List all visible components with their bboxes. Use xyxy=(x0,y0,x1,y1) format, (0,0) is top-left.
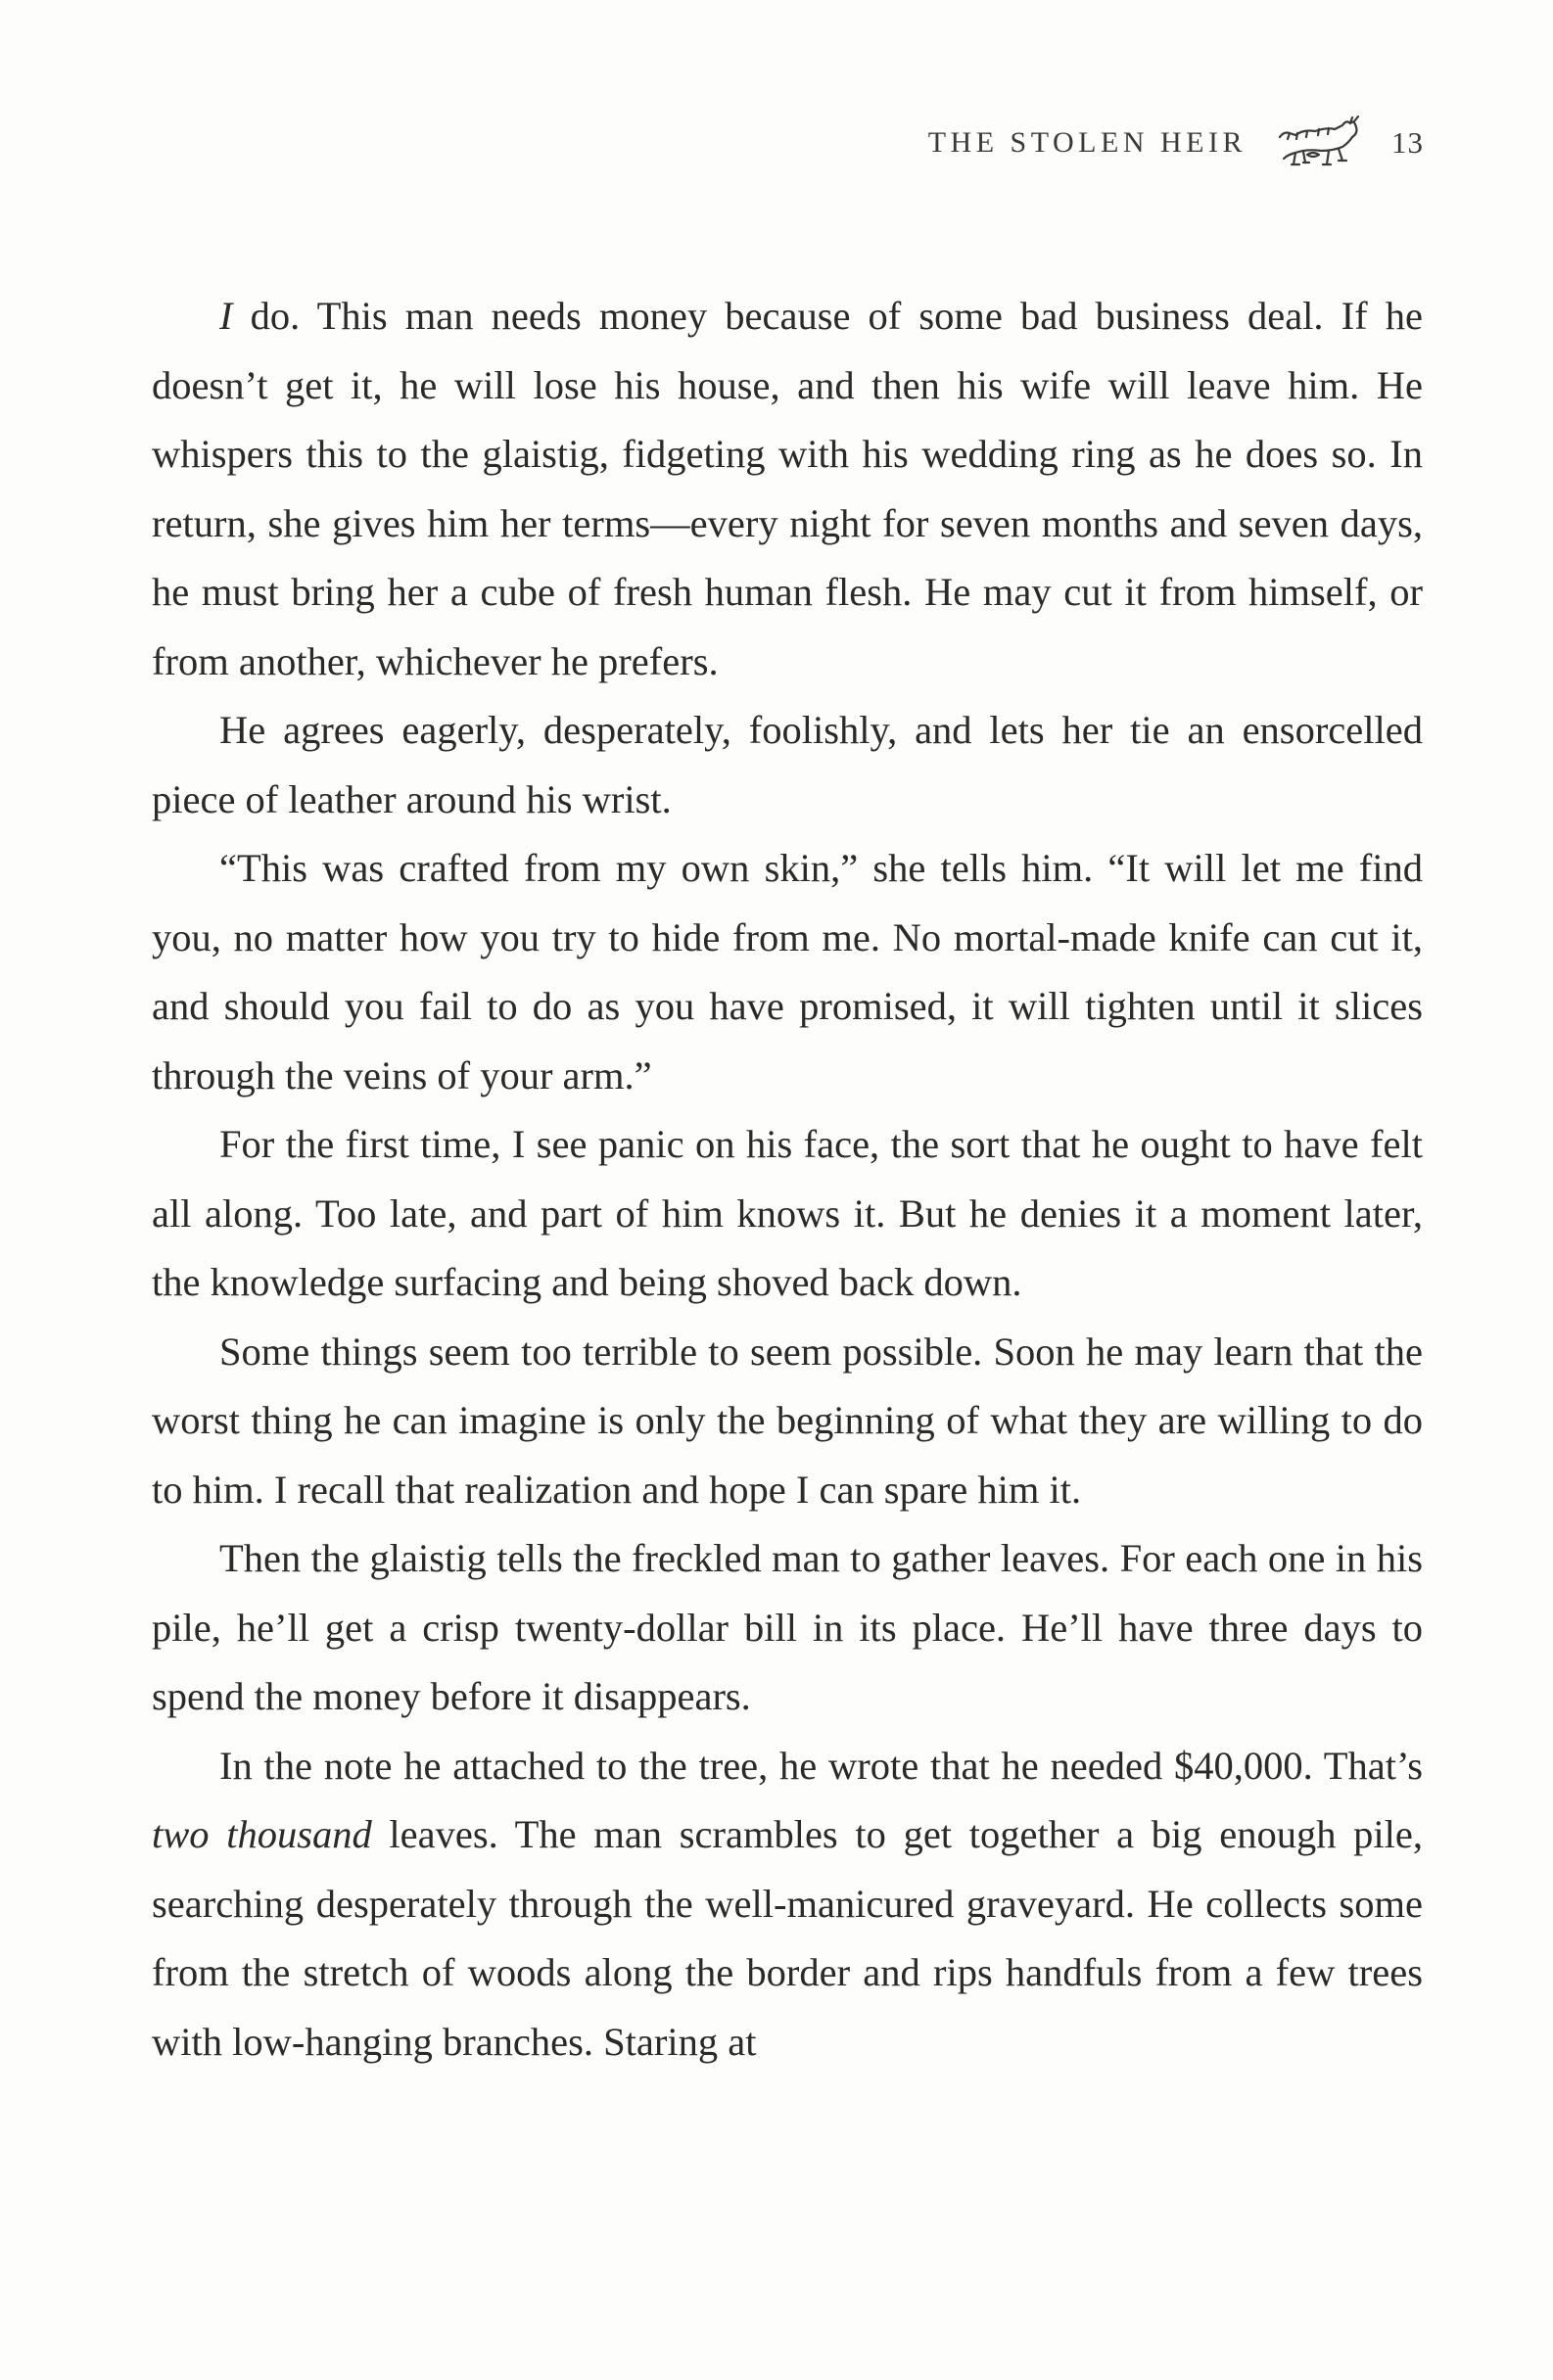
paragraph-text: do. This man needs money because of some bad business deal. If he doesn’t get it, he will lose his house, and then his wife will leave him. He whispers this to the glaistig, fidgeting with his wedding ring as he does so. In return, she gives him her terms—every night for seven months and seven days, he must bring her a cube of fresh human flesh. He may cut it from himself, or from another, whichever he prefers. xyxy=(152,294,1423,683)
paragraph: “This was crafted from my own skin,” she tells him. “It will let me find you, no matter how you try to hide from me. No mortal-made knife can cut it, and should you fail to do as you have promised, it will tighten until it slices through the veins of your arm.” xyxy=(152,846,1423,1097)
paragraph: For the first time, I see panic on his face, the sort that he ought to have felt all along. Too late, and part of him knows it. But he denies it a moment later, the knowledge surfacing and being shoved back down. xyxy=(152,1122,1423,1304)
body-text xyxy=(152,282,1423,2077)
italic-phrase: two thousand xyxy=(152,1812,372,1856)
dog-illustration-icon xyxy=(1274,116,1364,170)
running-header xyxy=(928,116,1424,170)
paragraph: He agrees eagerly, desperately, foolishly, and lets her tie an ensorcelled piece of leather around his wrist. xyxy=(152,708,1423,821)
italic-lead: I xyxy=(219,294,233,338)
page-number: 13 xyxy=(1391,125,1424,160)
paragraph xyxy=(152,282,1423,696)
paragraph-text: In the note he attached to the tree, he wrote that he needed $40,000. That’s xyxy=(219,1743,1423,1788)
paragraph: Then the glaistig tells the freckled man to gather leaves. For each one in his pile, he’ll get a crisp twenty-dollar bill in its place. He’ll have three days to spend the money before it disappears. xyxy=(152,1536,1423,1718)
running-title: THE STOLEN HEIR xyxy=(927,126,1247,159)
paragraph-text: leaves. The man scrambles to get together a big enough pile, searching desperately through the well-manicured graveyard. He collects some from the stretch of woods along the border and rips handfuls from a few trees with low-hanging branches. Staring at xyxy=(152,1812,1423,2064)
paragraph xyxy=(152,1732,1423,2077)
paragraph: Some things seem too terrible to seem possible. Soon he may learn that the worst thing he can imagine is only the beginning of what they are willing to do to him. I recall that realization and hope I can spare him it. xyxy=(152,1329,1423,1512)
